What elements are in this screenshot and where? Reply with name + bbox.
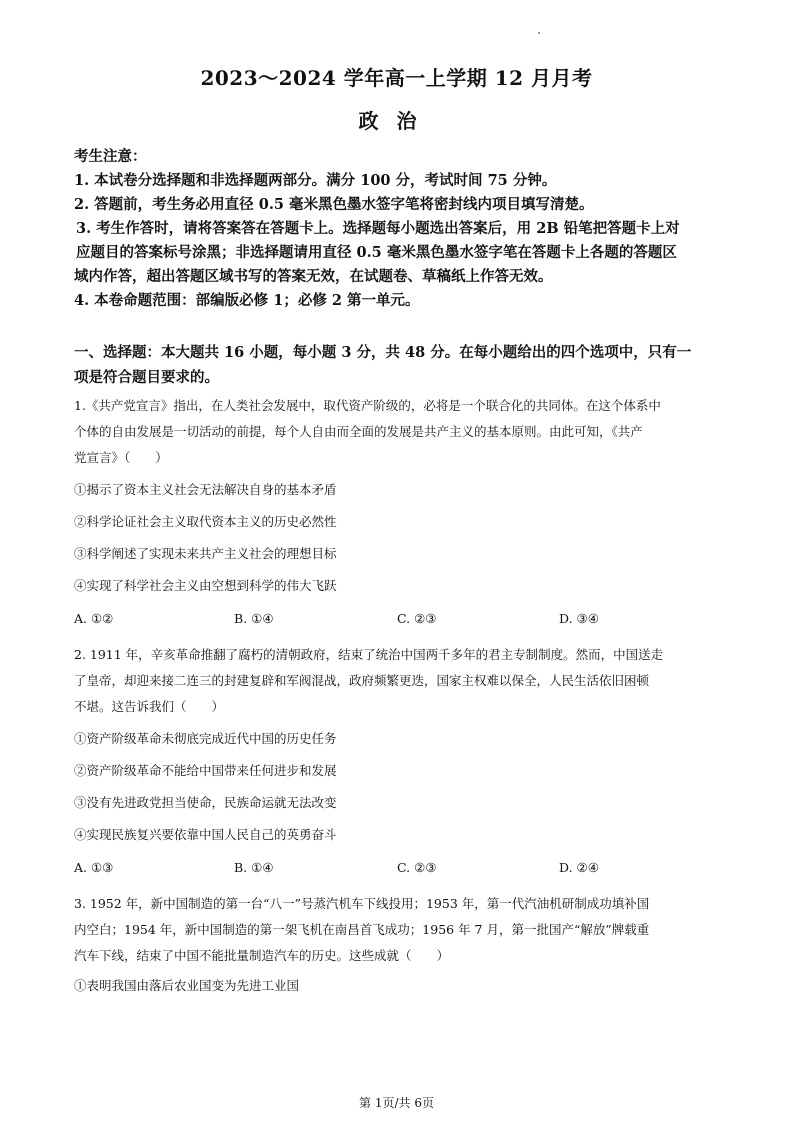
question-stem-line: 内空白；1954 年，新中国制造的第一架飞机在南昌首飞成功；1956 年 7 月，第一批国产“解放”牌载重 [74, 922, 650, 937]
question-stem-line: 汽车下线，结束了中国不能批量制造汽车的历史。这些成就（ ） [74, 948, 450, 963]
question-stem-line: 不堪。这告诉我们（ ） [74, 699, 225, 714]
statement-item: ①表明我国由落后农业国变为先进工业国 [74, 978, 300, 993]
option-b: B. ①④ [234, 611, 274, 626]
section-heading-line: 项是符合题目要求的。 [74, 369, 219, 386]
option-a: A. ①② [74, 611, 114, 626]
option-d: D. ③④ [559, 611, 599, 626]
statement-item: ③没有先进政党担当使命，民族命运就无法改变 [74, 795, 337, 810]
statement-item: ④实现了科学社会主义由空想到科学的伟大飞跃 [74, 578, 337, 593]
exam-subject: 政治 [358, 109, 435, 133]
option-d: D. ②④ [559, 860, 599, 875]
notice-item: 域内作答，超出答题区域书写的答案无效，在试题卷、草稿纸上作答无效。 [74, 268, 553, 285]
option-c: C. ②③ [397, 860, 437, 875]
notice-item: 2. 答题前，考生务必用直径 0.5 毫米黑色墨水签字笔将密封线内项目填写清楚。 [74, 196, 594, 213]
question-stem-line: 了皇帝，却迎来接二连三的封建复辟和军阀混战，政府频繁更迭，国家主权难以保全，人民生活依旧困顿 [74, 673, 650, 688]
answer-options-2 [74, 860, 734, 886]
notice-item: 3. 考生作答时，请将答案答在答题卡上。选择题每小题选出答案后，用 2B 铅笔把答题卡上对 [76, 220, 680, 237]
statement-item: ①揭示了资本主义社会无法解决自身的基本矛盾 [74, 482, 337, 497]
exam-title: 2023～2024 学年高一上学期 12 月月考 [200, 66, 593, 90]
question-stem-line: 个体的自由发展是一切活动的前提，每个人自由而全面的发展是共产主义的基本原则。由此可知，《共产 [74, 424, 643, 439]
answer-options-1 [74, 611, 734, 637]
notice-item: 应题目的答案标号涂黑；非选择题请用直径 0.5 毫米黑色墨水签字笔在答题卡上各题的答题区 [76, 244, 677, 261]
question-stem-line: 党宣言》（ ） [74, 450, 168, 465]
section-heading-line: 一、选择题：本大题共 16 小题，每小题 3 分，共 48 分。在每小题给出的四个选项中，只有一 [74, 344, 692, 361]
notice-item: 1. 本试卷分选择题和非选择题两部分。满分 100 分，考试时间 75 分钟。 [74, 172, 557, 189]
option-b: B. ①④ [234, 860, 274, 875]
question-stem-line: 3. 1952 年，新中国制造的第一台“八一”号蒸汽机车下线投用；1953 年，第一代汽油机研制成功填补国 [74, 896, 650, 911]
option-c: C. ②③ [397, 611, 437, 626]
statement-item: ②科学论证社会主义取代资本主义的历史必然性 [74, 514, 337, 529]
question-2 [74, 642, 734, 848]
question-1 [74, 393, 734, 599]
notice-block [74, 145, 734, 313]
statement-item: ①资产阶级革命未彻底完成近代中国的历史任务 [74, 731, 337, 746]
question-3 [74, 891, 734, 999]
notice-heading: 考生注意： [74, 148, 147, 165]
notice-item: 4. 本卷命题范围：部编版必修 1；必修 2 第一单元。 [74, 292, 420, 309]
section-heading [74, 340, 734, 390]
option-a: A. ①③ [74, 860, 114, 875]
statement-item: ②资产阶级革命不能给中国带来任何进步和发展 [74, 763, 337, 778]
statement-item: ④实现民族复兴要依靠中国人民自己的英勇奋斗 [74, 827, 337, 842]
question-stem-line: 2. 1911 年，辛亥革命推翻了腐朽的清朝政府，结束了统治中国两千多年的君主专制制度。然而，中国送走 [74, 647, 664, 662]
scan-speck [538, 32, 540, 34]
question-stem-line: 1.《共产党宣言》指出，在人类社会发展中，取代资产阶级的，必将是一个联合化的共同体。在这个体系中 [74, 398, 661, 413]
statement-item: ③科学阐述了实现未来共产主义社会的理想目标 [74, 546, 337, 561]
page-number: 第 1页/共 6页 [359, 1096, 434, 1110]
